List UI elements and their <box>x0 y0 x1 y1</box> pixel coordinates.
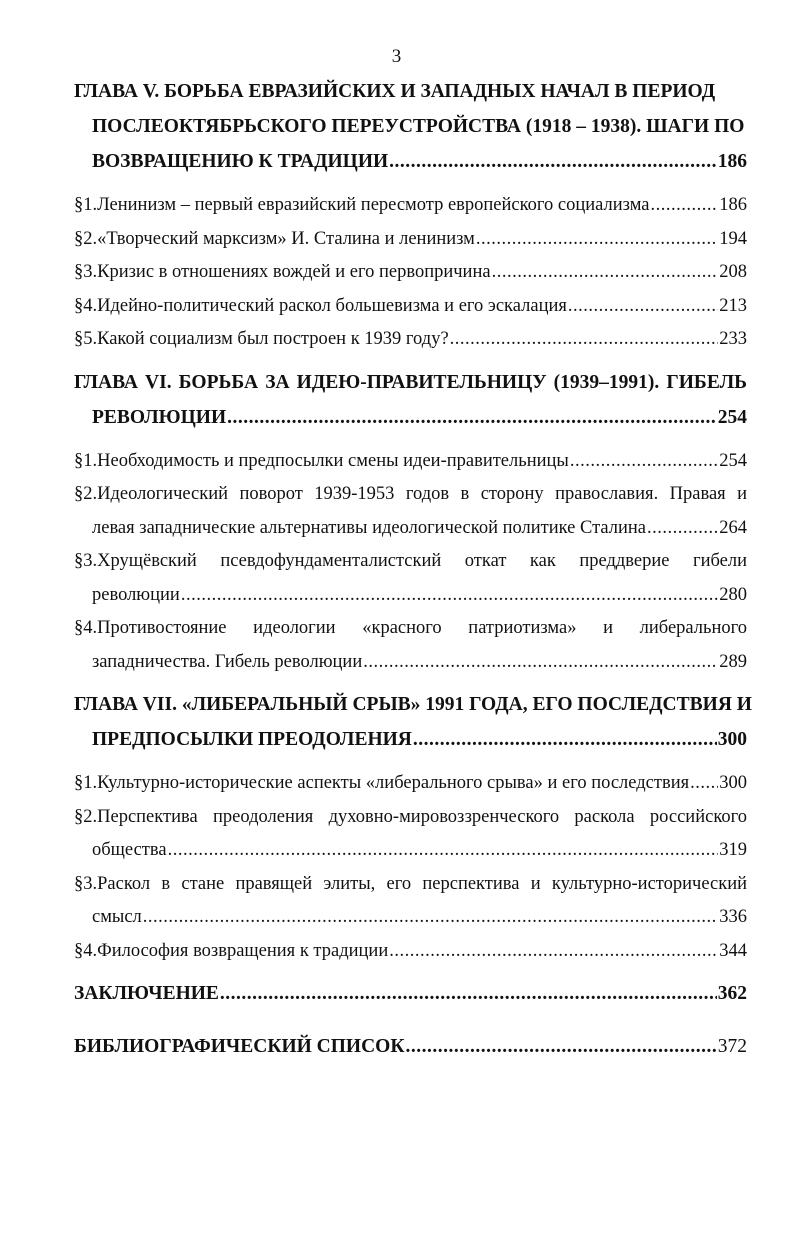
table-of-contents <box>74 74 752 1074</box>
dot-leader <box>143 901 718 935</box>
entry-title: §4.Идейно-политический раскол большевизма и его эскалация <box>74 295 567 316</box>
chapter-5-title-line-3 <box>74 144 747 179</box>
toc-conclusion[interactable] <box>74 976 747 1011</box>
entry-title-line-1: §4.Противостояние идеологии «красного патриотизма» и либерального <box>74 618 747 638</box>
conclusion-title: ЗАКЛЮЧЕНИЕ <box>74 983 219 1004</box>
toc-entry-7-2[interactable] <box>74 801 747 868</box>
entry-title: §5.Какой социализм был построен к 1939 году? <box>74 329 449 349</box>
entry-page: 336 <box>719 907 747 927</box>
toc-chapter-6[interactable] <box>74 365 747 435</box>
entry-title-line-2: западничества. Гибель революции <box>92 651 363 672</box>
dot-leader <box>647 512 718 546</box>
page-number: 3 <box>391 46 402 67</box>
entry-page: 280 <box>719 584 747 605</box>
entry-page: 213 <box>719 295 747 316</box>
dot-leader <box>389 935 718 969</box>
dot-leader <box>690 767 718 801</box>
toc-entry-5-1[interactable] <box>74 189 747 223</box>
toc-entry-5-4[interactable] <box>74 290 747 324</box>
chapter-6-page: 254 <box>717 406 747 428</box>
dot-leader <box>413 722 717 757</box>
dot-leader <box>220 976 717 1011</box>
dot-leader <box>570 445 718 479</box>
chapter-6-title-line-1: ГЛАВА VI. БОРЬБА ЗА ИДЕЮ-ПРАВИТЕЛЬНИЦУ (1939–1991). ГИБЕЛЬ <box>74 371 747 393</box>
entry-page: 344 <box>719 940 747 961</box>
entry-title-line-1: §3.Раскол в стане правящей элиты, его перспектива и культурно-исторический <box>74 873 747 894</box>
toc-entry-6-4[interactable] <box>74 612 747 679</box>
entry-title-line-2: левая западнические альтернативы идеологической политике Сталина <box>92 517 647 538</box>
entry-page: 186 <box>719 195 747 215</box>
entry-title: §4.Философия возвращения к традиции <box>74 940 389 961</box>
chapter-7-title-line-1: ГЛАВА VII. «ЛИБЕРАЛЬНЫЙ СРЫВ» 1991 ГОДА, ЕГО ПОСЛЕДСТВИЯ И <box>74 694 752 715</box>
entry-page: 300 <box>719 773 747 793</box>
chapter-6-title-text: РЕВОЛЮЦИИ <box>92 406 227 428</box>
entry-title: §1.Необходимость и предпосылки смены идеи-правительницы <box>74 450 569 471</box>
dot-leader <box>181 579 718 613</box>
entry-page: 233 <box>719 329 747 349</box>
entry-title: §1.Ленинизм – первый евразийский пересмотр европейского социализма <box>74 195 650 215</box>
entry-page: 254 <box>719 450 747 471</box>
toc-entry-7-1[interactable] <box>74 767 747 801</box>
dot-leader <box>450 323 719 357</box>
toc-entry-6-2[interactable] <box>74 478 747 545</box>
chapter-6-title-line-2 <box>74 400 747 435</box>
dot-leader <box>405 1029 716 1064</box>
chapter-7-title-line-2 <box>74 722 747 757</box>
toc-entry-7-4[interactable] <box>74 935 747 969</box>
entry-title-line-2: смысл <box>92 907 142 927</box>
dot-leader <box>492 256 719 290</box>
dot-leader <box>389 144 717 179</box>
entry-page: 208 <box>719 262 747 282</box>
entry-title-line-2: общества <box>92 840 167 860</box>
entry-title: §3.Кризис в отношениях вождей и его первопричина <box>74 262 491 282</box>
dot-leader <box>168 834 719 868</box>
chapter-5-title-text: ВОЗВРАЩЕНИЮ К ТРАДИЦИИ <box>92 151 389 172</box>
dot-leader <box>568 290 718 324</box>
toc-entry-6-1[interactable] <box>74 445 747 479</box>
toc-chapter-7[interactable] <box>74 687 752 757</box>
entry-title-line-1: §3.Хрущёвский псевдофундаменталистский откат как преддверие гибели <box>74 551 747 571</box>
entry-title: §2.«Творческий марксизм» И. Сталина и ленинизм <box>74 228 475 249</box>
toc-chapter-5[interactable] <box>74 74 747 179</box>
entry-title: §1.Культурно-исторические аспекты «либерального срыва» и его последствия <box>74 773 690 793</box>
toc-entry-5-2[interactable] <box>74 223 747 257</box>
bibliography-page: 372 <box>717 1036 747 1057</box>
bibliography-title: БИБЛИОГРАФИЧЕСКИЙ СПИСОК <box>74 1036 405 1057</box>
chapter-5-page: 186 <box>717 151 747 172</box>
dot-leader <box>227 400 717 435</box>
entry-page: 194 <box>719 228 747 249</box>
entry-page: 319 <box>719 840 747 860</box>
entry-title-line-1: §2.Идеологический поворот 1939-1953 годов в сторону православия. Правая и <box>74 484 747 504</box>
chapter-5-title-line-1: ГЛАВА V. БОРЬБА ЕВРАЗИЙСКИХ И ЗАПАДНЫХ НАЧАЛ В ПЕРИОД <box>74 81 716 102</box>
toc-entry-7-3[interactable] <box>74 868 747 935</box>
dot-leader <box>651 189 719 223</box>
toc-bibliography[interactable] <box>74 1029 747 1064</box>
chapter-5-title-line-2: ПОСЛЕОКТЯБРЬСКОГО ПЕРЕУСТРОЙСТВА (1918 – 1938). ШАГИ ПО <box>92 116 745 137</box>
conclusion-page: 362 <box>717 983 747 1004</box>
chapter-7-page: 300 <box>717 729 747 750</box>
toc-entry-5-3[interactable] <box>74 256 747 290</box>
dot-leader <box>363 646 718 680</box>
toc-entry-5-5[interactable] <box>74 323 747 357</box>
dot-leader <box>476 223 718 257</box>
chapter-7-title-text: ПРЕДПОСЫЛКИ ПРЕОДОЛЕНИЯ <box>92 729 412 750</box>
entry-title-line-1: §2.Перспектива преодоления духовно-мировоззренческого раскола российского <box>74 806 747 827</box>
entry-page: 289 <box>719 651 747 672</box>
entry-page: 264 <box>719 517 747 538</box>
entry-title-line-2: революции <box>92 584 180 605</box>
toc-entry-6-3[interactable] <box>74 545 747 612</box>
